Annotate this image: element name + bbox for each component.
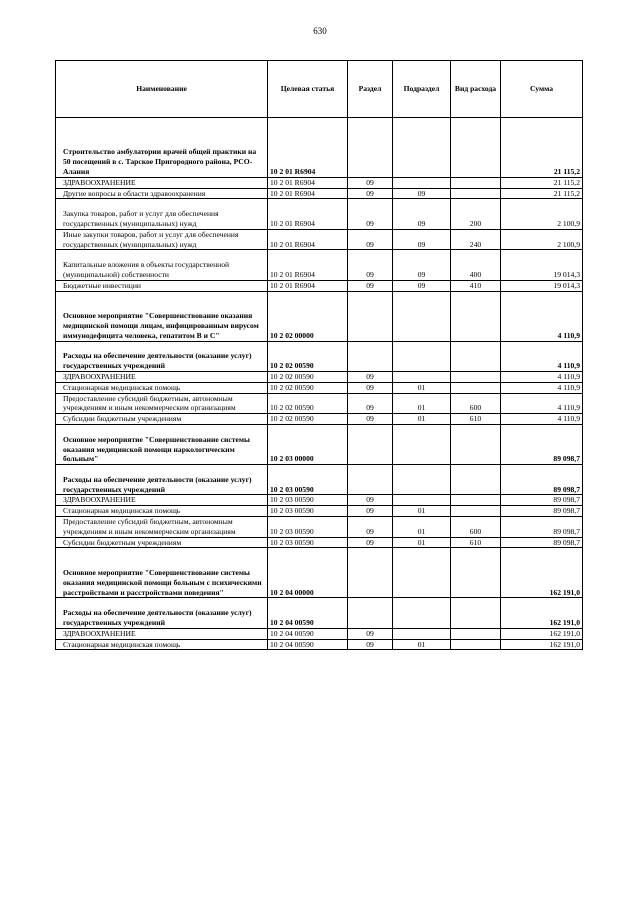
cell-target: 10 2 02 00590 xyxy=(268,341,348,371)
cell-amount: 4 110,9 xyxy=(501,291,583,341)
cell-subsection xyxy=(393,291,451,341)
header-subsection: Подраздел xyxy=(393,61,451,118)
cell-expense-type: 240 xyxy=(451,229,501,250)
cell-amount: 19 014,3 xyxy=(501,280,583,291)
cell-target: 10 2 03 00590 xyxy=(268,465,348,495)
cell-name: Расходы на обеспечение деятельности (оказание услуг) государственных учреждений xyxy=(56,598,268,628)
cell-target: 10 2 02 00000 xyxy=(268,291,348,341)
cell-expense-type xyxy=(451,371,501,382)
cell-expense-type: 600 xyxy=(451,517,501,538)
table-row xyxy=(56,291,583,341)
cell-amount: 4 110,9 xyxy=(501,341,583,371)
cell-amount: 4 110,9 xyxy=(501,393,583,414)
cell-subsection xyxy=(393,118,451,178)
cell-amount: 89 098,7 xyxy=(501,495,583,506)
cell-subsection: 01 xyxy=(393,506,451,517)
cell-section: 09 xyxy=(348,371,393,382)
cell-amount: 4 110,9 xyxy=(501,414,583,425)
cell-section xyxy=(348,465,393,495)
cell-target: 10 2 02 00590 xyxy=(268,414,348,425)
table-row xyxy=(56,465,583,495)
table-row xyxy=(56,382,583,393)
cell-target: 10 2 02 00590 xyxy=(268,382,348,393)
cell-name: Расходы на обеспечение деятельности (оказание услуг) государственных учреждений xyxy=(56,465,268,495)
table-row xyxy=(56,341,583,371)
cell-name: Стационарная медицинская помощь xyxy=(56,639,268,650)
cell-target: 10 2 03 00590 xyxy=(268,495,348,506)
cell-name: Основное мероприятие "Совершенствование оказания медицинской помощи лицам, инфицированным вирусом иммунодефицита человека, гепатитом В и С" xyxy=(56,291,268,341)
cell-name: Расходы на обеспечение деятельности (оказание услуг) государственных учреждений xyxy=(56,341,268,371)
cell-section: 09 xyxy=(348,628,393,639)
cell-target: 10 2 02 00590 xyxy=(268,393,348,414)
table-row xyxy=(56,598,583,628)
cell-expense-type xyxy=(451,424,501,464)
cell-amount: 162 191,0 xyxy=(501,639,583,650)
cell-target: 10 2 01 R6904 xyxy=(268,229,348,250)
cell-target: 10 2 01 R6904 xyxy=(268,199,348,229)
cell-amount: 89 098,7 xyxy=(501,506,583,517)
cell-section: 09 xyxy=(348,495,393,506)
cell-target: 10 2 03 00590 xyxy=(268,517,348,538)
cell-expense-type xyxy=(451,628,501,639)
cell-name: Предоставление субсидий бюджетным, автономным учреждениям и иным некоммерческим организациям xyxy=(56,517,268,538)
cell-name: ЗДРАВООХРАНЕНИЕ xyxy=(56,177,268,188)
cell-subsection: 01 xyxy=(393,537,451,548)
cell-section: 09 xyxy=(348,537,393,548)
cell-target: 10 2 04 00590 xyxy=(268,639,348,650)
cell-target: 10 2 01 R6904 xyxy=(268,118,348,178)
cell-name: Стационарная медицинская помощь xyxy=(56,382,268,393)
cell-subsection xyxy=(393,548,451,598)
table-row xyxy=(56,548,583,598)
cell-section: 09 xyxy=(348,229,393,250)
cell-section: 09 xyxy=(348,177,393,188)
cell-amount: 2 100,9 xyxy=(501,229,583,250)
table-row xyxy=(56,639,583,650)
page-number: 630 xyxy=(313,26,327,36)
cell-target: 10 2 04 00000 xyxy=(268,548,348,598)
table-row xyxy=(56,506,583,517)
cell-subsection xyxy=(393,465,451,495)
cell-expense-type xyxy=(451,118,501,178)
table-row xyxy=(56,495,583,506)
cell-expense-type xyxy=(451,291,501,341)
cell-name: Иные закупки товаров, работ и услуг для обеспечения государственных (муниципальных) нужд xyxy=(56,229,268,250)
budget-table xyxy=(55,60,583,650)
cell-target: 10 2 01 R6904 xyxy=(268,250,348,280)
header-name: Наименование xyxy=(56,61,268,118)
cell-target: 10 2 03 00590 xyxy=(268,506,348,517)
cell-subsection xyxy=(393,495,451,506)
cell-amount: 89 098,7 xyxy=(501,517,583,538)
cell-amount: 89 098,7 xyxy=(501,537,583,548)
cell-section: 09 xyxy=(348,280,393,291)
table-row xyxy=(56,628,583,639)
cell-expense-type xyxy=(451,188,501,199)
cell-amount: 89 098,7 xyxy=(501,424,583,464)
cell-amount: 2 100,9 xyxy=(501,199,583,229)
cell-amount: 21 115,2 xyxy=(501,188,583,199)
cell-amount: 162 191,0 xyxy=(501,548,583,598)
table-row xyxy=(56,393,583,414)
cell-subsection: 09 xyxy=(393,229,451,250)
cell-target: 10 2 03 00000 xyxy=(268,424,348,464)
cell-name: Закупка товаров, работ и услуг для обеспечения государственных (муниципальных) нужд xyxy=(56,199,268,229)
cell-expense-type xyxy=(451,382,501,393)
cell-subsection: 09 xyxy=(393,188,451,199)
cell-subsection: 09 xyxy=(393,250,451,280)
cell-name: Основное мероприятие "Совершенствование системы оказания медицинской помощи больным с психическими расстройствами и расстройствами поведения" xyxy=(56,548,268,598)
cell-subsection: 01 xyxy=(393,393,451,414)
cell-subsection xyxy=(393,628,451,639)
cell-amount: 19 014,3 xyxy=(501,250,583,280)
cell-expense-type xyxy=(451,598,501,628)
cell-section xyxy=(348,118,393,178)
cell-name: Субсидии бюджетным учреждениям xyxy=(56,537,268,548)
cell-expense-type xyxy=(451,341,501,371)
table-row xyxy=(56,250,583,280)
cell-amount: 4 110,9 xyxy=(501,371,583,382)
cell-expense-type: 610 xyxy=(451,414,501,425)
table-row xyxy=(56,199,583,229)
cell-name: Предоставление субсидий бюджетным, автономным учреждениям и иным некоммерческим организациям xyxy=(56,393,268,414)
cell-target: 10 2 03 00590 xyxy=(268,537,348,548)
table-row xyxy=(56,188,583,199)
cell-amount: 89 098,7 xyxy=(501,465,583,495)
cell-subsection xyxy=(393,341,451,371)
table-row xyxy=(56,280,583,291)
table-row xyxy=(56,414,583,425)
cell-amount: 21 115,2 xyxy=(501,118,583,178)
cell-expense-type xyxy=(451,639,501,650)
cell-amount: 162 191,0 xyxy=(501,598,583,628)
cell-name: Другие вопросы в области здравоохранения xyxy=(56,188,268,199)
cell-section: 09 xyxy=(348,506,393,517)
cell-amount: 4 110,9 xyxy=(501,382,583,393)
cell-name: Стационарная медицинская помощь xyxy=(56,506,268,517)
cell-subsection xyxy=(393,177,451,188)
cell-section: 09 xyxy=(348,199,393,229)
cell-name: ЗДРАВООХРАНЕНИЕ xyxy=(56,371,268,382)
cell-section: 09 xyxy=(348,188,393,199)
cell-subsection: 09 xyxy=(393,199,451,229)
cell-section: 09 xyxy=(348,639,393,650)
cell-expense-type xyxy=(451,506,501,517)
cell-target: 10 2 01 R6904 xyxy=(268,188,348,199)
cell-target: 10 2 04 00590 xyxy=(268,628,348,639)
cell-subsection xyxy=(393,371,451,382)
header-expense-type: Вид расхода xyxy=(451,61,501,118)
cell-target: 10 2 01 R6904 xyxy=(268,177,348,188)
cell-name: Бюджетные инвестиции xyxy=(56,280,268,291)
cell-section: 09 xyxy=(348,414,393,425)
cell-section xyxy=(348,291,393,341)
cell-name: Капитальные вложения в объекты государственной (муниципальной) собственности xyxy=(56,250,268,280)
cell-target: 10 2 04 00590 xyxy=(268,598,348,628)
cell-section xyxy=(348,341,393,371)
table-row xyxy=(56,118,583,178)
cell-expense-type xyxy=(451,548,501,598)
cell-subsection xyxy=(393,598,451,628)
cell-name: Субсидии бюджетным учреждениям xyxy=(56,414,268,425)
cell-expense-type: 610 xyxy=(451,537,501,548)
table-row xyxy=(56,517,583,538)
cell-subsection: 09 xyxy=(393,280,451,291)
cell-expense-type xyxy=(451,177,501,188)
table-header-row xyxy=(56,61,583,118)
cell-expense-type: 400 xyxy=(451,250,501,280)
cell-section: 09 xyxy=(348,517,393,538)
cell-section: 09 xyxy=(348,382,393,393)
header-section: Раздел xyxy=(348,61,393,118)
cell-name: Основное мероприятие "Совершенствование системы оказания медицинской помощи наркологическим больным" xyxy=(56,424,268,464)
cell-subsection: 01 xyxy=(393,414,451,425)
cell-section xyxy=(348,548,393,598)
cell-expense-type: 200 xyxy=(451,199,501,229)
cell-section xyxy=(348,424,393,464)
header-target: Целевая статья xyxy=(268,61,348,118)
cell-subsection: 01 xyxy=(393,639,451,650)
cell-section: 09 xyxy=(348,393,393,414)
cell-subsection xyxy=(393,424,451,464)
table-row xyxy=(56,424,583,464)
table-row xyxy=(56,177,583,188)
table-body xyxy=(56,118,583,650)
cell-name: ЗДРАВООХРАНЕНИЕ xyxy=(56,628,268,639)
cell-amount: 21 115,2 xyxy=(501,177,583,188)
cell-subsection: 01 xyxy=(393,517,451,538)
cell-expense-type: 600 xyxy=(451,393,501,414)
cell-target: 10 2 02 00590 xyxy=(268,371,348,382)
cell-expense-type xyxy=(451,465,501,495)
cell-section: 09 xyxy=(348,250,393,280)
header-amount: Сумма xyxy=(501,61,583,118)
cell-expense-type: 410 xyxy=(451,280,501,291)
cell-amount: 162 191,0 xyxy=(501,628,583,639)
cell-name: ЗДРАВООХРАНЕНИЕ xyxy=(56,495,268,506)
cell-name: Строительство амбулатории врачей общей практики на 50 посещений в с. Тарское Пригородного района, РСО-Алания xyxy=(56,118,268,178)
cell-target: 10 2 01 R6904 xyxy=(268,280,348,291)
cell-subsection: 01 xyxy=(393,382,451,393)
table-row xyxy=(56,537,583,548)
cell-section xyxy=(348,598,393,628)
table-row xyxy=(56,371,583,382)
table-row xyxy=(56,229,583,250)
cell-expense-type xyxy=(451,495,501,506)
